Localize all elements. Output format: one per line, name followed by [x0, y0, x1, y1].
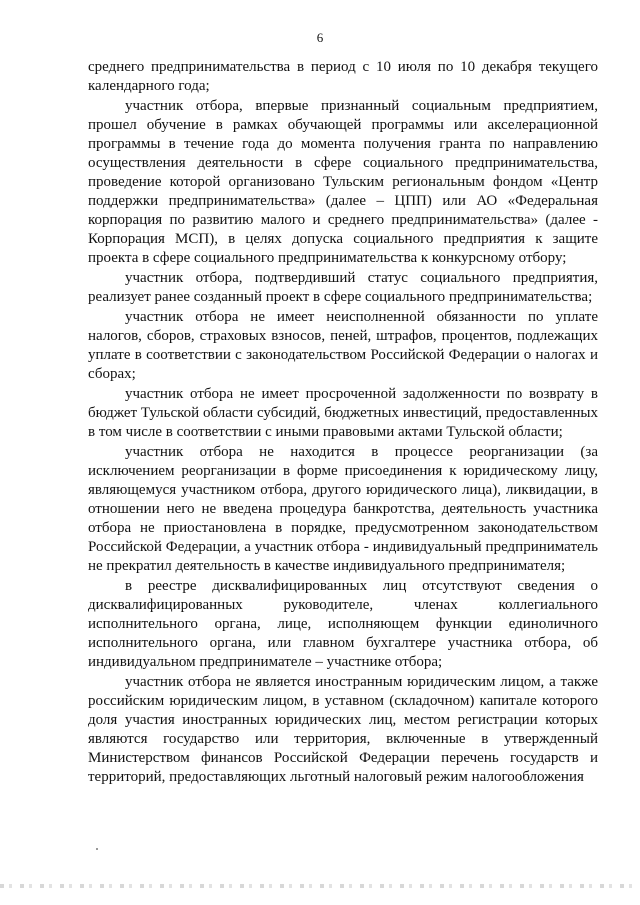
- paragraph-foreign-entity: участник отбора не является иностранным юридическим лицом, а также российским юридическим лицом, в уставном (складочном) капитале которого доля участия иностранных юридических лиц, местом регистрации которых являются государство или территория, включенные в утвержденный Министерством финансов Российской Федерации перечень государств и территорий, предоставляющих льготный налоговый режим налогообложения: [88, 674, 598, 785]
- scan-artifact-dot: [96, 848, 98, 850]
- document-body: [88, 58, 598, 788]
- paragraph-no-overdue-debt: участник отбора не имеет просроченной задолженности по возврату в бюджет Тульской области субсидий, бюджетных инвестиций, предоставленных в том числе в соответствии с иными правовыми актами Тульской области;: [88, 386, 598, 440]
- paragraph-no-tax-debt: участник отбора не имеет неисполненной обязанности по уплате налогов, сборов, страховых взносов, пеней, штрафов, процентов, подлежащих уплате в соответствии с законодательством Российской Федерации о налогах и сборах;: [88, 309, 598, 382]
- paragraph-no-reorganization: участник отбора не находится в процессе реорганизации (за исключением реорганизации в форме присоединения к юридическому лицу, являющемуся участником отбора, другого юридического лица), ликвидации, в отношении него не введена процедура банкротства, деятельность участника отбора не приостановлена в порядке, предусмотренном законодательством Российской Федерации, а участник отбора - индивидуальный предприниматель не прекратил деятельность в качестве индивидуального предпринимателя;: [88, 444, 598, 574]
- paragraph-training-requirement: участник отбора, впервые признанный социальным предприятием, прошел обучение в рамках обучающей программы или акселерационной программы в течение года до момента получения гранта по направлению осуществления деятельности в сфере социального предпринимательства, проведение которой организовано Тульским региональным фондом «Центр поддержки предпринимательства» (далее – ЦПП) или АО «Федеральная корпорация по развитию малого и среднего предпринимательства» (далее - Корпорация МСП), в целях допуска социального предприятия к защите проекта в сфере социального предпринимательства к конкурсному отбору;: [88, 98, 598, 266]
- paragraph-project-implementation: участник отбора, подтвердивший статус социального предприятия, реализует ранее созданный проект в сфере социального предпринимательства;: [88, 270, 598, 305]
- page-number: 6: [316, 30, 324, 45]
- paragraph-disqualified-persons: в реестре дисквалифицированных лиц отсутствуют сведения о дисквалифицированных руководителе, членах коллегиального исполнительного органа, лице, исполняющем функции единоличного исполнительного органа, или главном бухгалтере участника отбора, об индивидуальном предпринимателе – участнике отбора;: [88, 578, 598, 670]
- scan-artifact-line: [0, 884, 640, 888]
- paragraph-continuation: среднего предпринимательства в период с 10 июля по 10 декабря текущего календарного года;: [88, 59, 598, 94]
